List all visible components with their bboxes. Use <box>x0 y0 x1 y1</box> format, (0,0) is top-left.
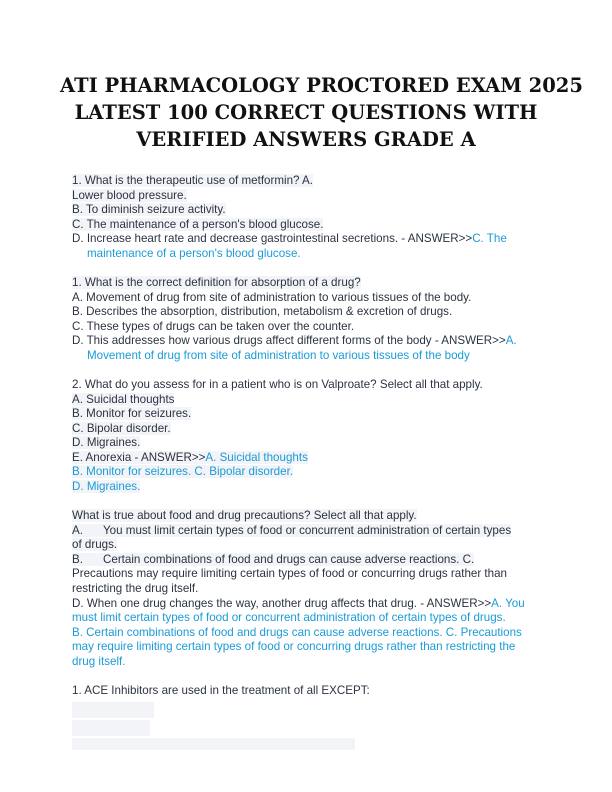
q4-answer-cont-2: B. Certain combinations of food and drugs can cause adverse reactions. C. Precautions <box>72 625 522 639</box>
blurred-block-2 <box>72 720 150 736</box>
q1-option-c: C. The maintenance of a person's blood glucose. <box>72 217 324 231</box>
q4-answer: A. You <box>491 596 525 610</box>
title-line-1: ATI PHARMACOLOGY PROCTORED EXAM 2025 <box>60 74 583 97</box>
title-line-3: VERIFIED ANSWERS GRADE A <box>136 128 476 151</box>
q3-answer: A. Suicidal thoughts <box>205 450 308 464</box>
q3-answer-cont-2: D. Migraines. <box>72 480 141 494</box>
q1-option-a: Lower blood pressure. <box>72 188 187 202</box>
document-title <box>60 72 583 153</box>
q4-answer-cont-4: drug itself. <box>72 654 126 668</box>
q2-option-a: A. Movement of drug from site of administration to various tissues of the body. <box>72 290 472 304</box>
q4-answer-cont-3: may require limiting certain types of food or concurring drugs rather than restricting the <box>72 640 516 654</box>
q4-option-a-cont: of drugs. <box>72 538 118 552</box>
q2-option-b: B. Describes the absorption, distribution, metabolism & excretion of drugs. <box>72 305 453 319</box>
q2-stem: 1. What is the correct definition for absorption of a drug? <box>72 275 361 289</box>
q2-answer-cont: Movement of drug from site of administration to various tissues of the body <box>87 348 470 362</box>
q1-option-d: D. Increase heart rate and decrease gastrointestinal secretions. - ANSWER>>C. The <box>72 232 507 246</box>
q4-option-b-cont-1: Precautions may require limiting certain types of food or concurring drugs rather than <box>72 567 507 581</box>
q3-answer-cont-1: B. Monitor for seizures. C. Bipolar disorder. <box>72 465 294 479</box>
title-line-2: LATEST 100 CORRECT QUESTIONS WITH <box>74 101 538 124</box>
q1-answer-cont: maintenance of a person's blood glucose. <box>87 246 301 260</box>
q1-answer: C. The <box>472 232 507 246</box>
q3-stem: 2. What do you assess for in a patient who is on Valproate? Select all that apply. <box>72 377 483 391</box>
q2-answer: A. <box>505 334 517 348</box>
q4-option-b: B. Certain combinations of food and drugs can cause adverse reactions. C. <box>72 552 475 566</box>
q2-option-d: D. This addresses how various drugs affect different forms of the body - ANSWER>>A. <box>72 334 517 348</box>
q1-option-b: B. To diminish seizure activity. <box>72 203 226 217</box>
q3-option-a: A. Suicidal thoughts <box>72 392 175 406</box>
q4-stem: What is true about food and drug precautions? Select all that apply. <box>72 509 417 523</box>
blurred-block-3 <box>72 738 355 750</box>
question-list <box>72 174 552 699</box>
q4-option-d: D. When one drug changes the way, another drug affects that drug. - ANSWER>>A. You <box>72 596 525 610</box>
q1-stem: 1. What is the therapeutic use of metformin? A. <box>72 174 314 187</box>
q3-option-d: D. Migraines. <box>72 436 141 450</box>
q3-option-b: B. Monitor for seizures. <box>72 407 192 421</box>
q4-option-a: A. You must limit certain types of food or concurrent administration of certain types <box>72 523 512 537</box>
q3-option-c: C. Bipolar disorder. <box>72 421 171 435</box>
q3-option-e: E. Anorexia - ANSWER>>A. Suicidal thoughts <box>72 450 308 464</box>
q4-option-b-cont-2: restricting the drug itself. <box>72 582 199 596</box>
q2-option-c: C. These types of drugs can be taken over the counter. <box>72 319 355 333</box>
q5-stem: 1. ACE Inhibitors are used in the treatment of all EXCEPT: <box>72 683 370 697</box>
blurred-block-1 <box>72 702 154 718</box>
q4-answer-cont-1: must limit certain types of food or concurrent administration of certain types of drugs. <box>72 611 506 625</box>
